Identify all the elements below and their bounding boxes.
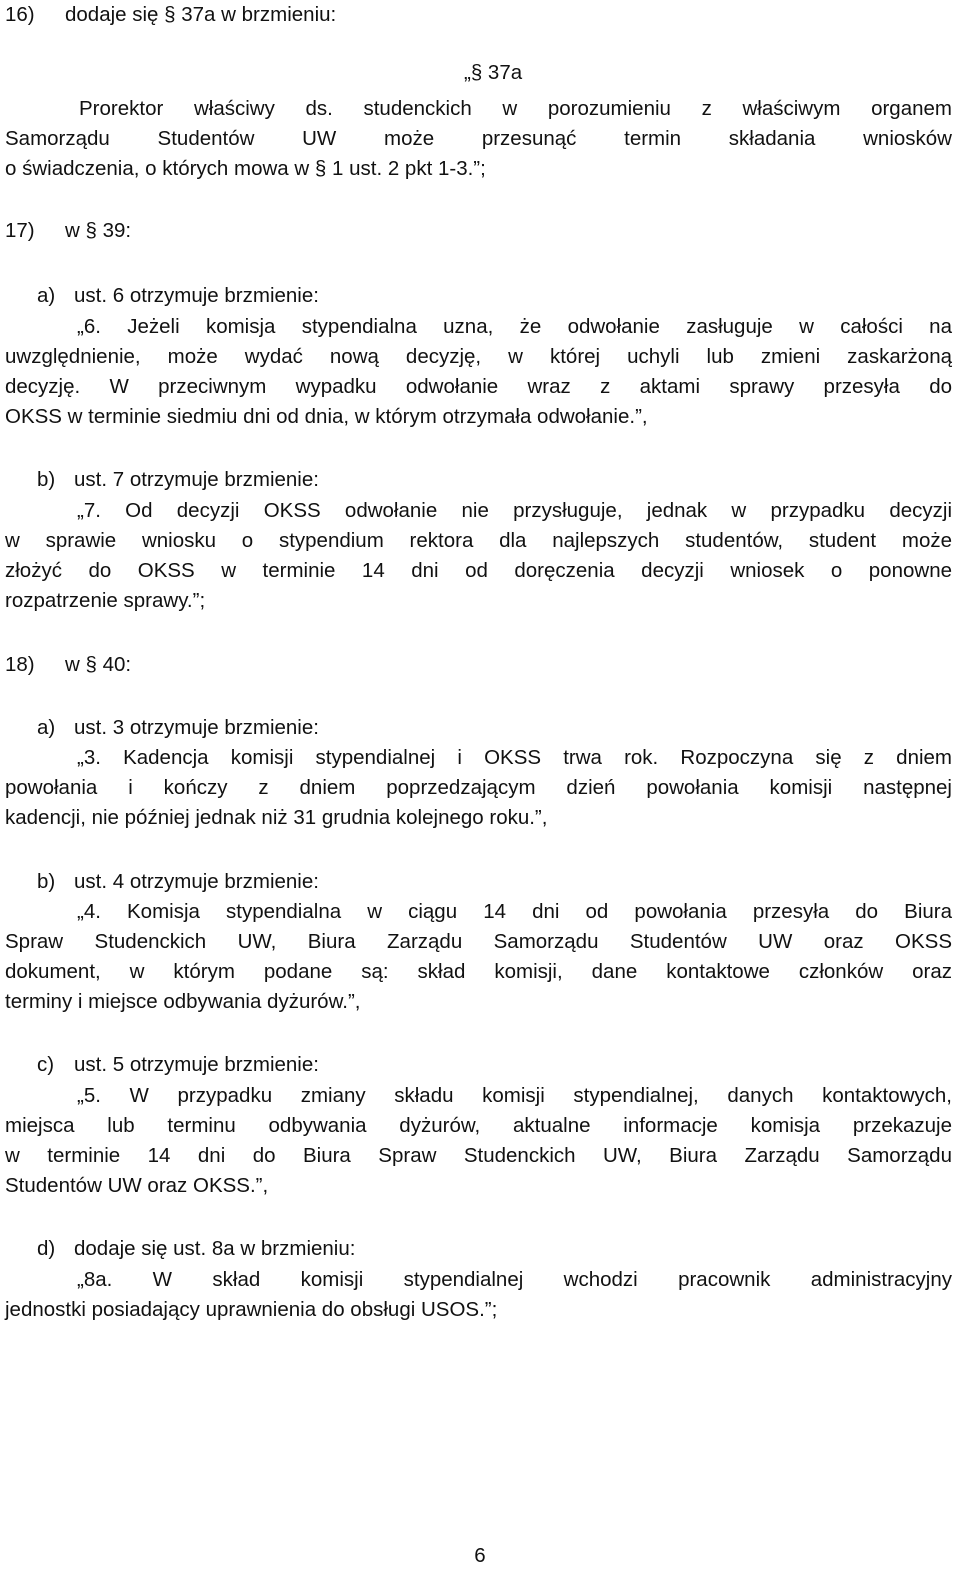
paragraph-line: „7. Od decyzji OKSS odwołanie nie przysługuje, jednak w przypadku decyzji xyxy=(77,499,952,522)
page-number: 6 xyxy=(474,1544,486,1567)
subitem-text: ust. 7 otrzymuje brzmienie: xyxy=(74,468,319,491)
paragraph-line: miejsca lub terminu odbywania dyżurów, aktualne informacje komisja przekazuje xyxy=(5,1114,952,1137)
subitem-letter: a) xyxy=(37,284,56,307)
paragraph-line: „3. Kadencja komisji stypendialnej i OKSS trwa rok. Rozpoczyna się z dniem xyxy=(77,746,952,769)
item-text: dodaje się § 37a w brzmieniu: xyxy=(65,3,337,26)
subitem-18c xyxy=(37,1050,319,1080)
paragraph-line: o świadczenia, o których mowa w § 1 ust. 2 pkt 1-3.”; xyxy=(5,157,486,180)
item-18-header xyxy=(5,650,131,680)
paragraph-line: „4. Komisja stypendialna w ciągu 14 dni od powołania przesyła do Biura xyxy=(77,900,952,923)
paragraph-heading: „§ 37a xyxy=(464,61,523,84)
paragraph-line: Prorektor właściwy ds. studenckich w porozumieniu z właściwym organem xyxy=(79,97,952,120)
paragraph-line: terminy i miejsce odbywania dyżurów.”, xyxy=(5,990,361,1013)
paragraph-line: dokument, w którym podane są: skład komisji, dane kontaktowe członków oraz xyxy=(5,960,952,983)
subitem-17b xyxy=(37,465,319,495)
subitem-letter: c) xyxy=(37,1053,55,1076)
paragraph-line: Studentów UW oraz OKSS.”, xyxy=(5,1174,269,1197)
paragraph-line: „8a. W skład komisji stypendialnej wchodzi pracownik administracyjny xyxy=(77,1268,952,1291)
subitem-letter: b) xyxy=(37,468,56,491)
subitem-text: ust. 4 otrzymuje brzmienie: xyxy=(74,870,319,893)
item-number: 16) xyxy=(5,3,35,26)
subitem-17a xyxy=(37,281,319,311)
item-number: 18) xyxy=(5,653,35,676)
subitem-letter: a) xyxy=(37,716,56,739)
paragraph-line: OKSS w terminie siedmiu dni od dnia, w którym otrzymała odwołanie.”, xyxy=(5,405,648,428)
paragraph-line: powołania i kończy z dniem poprzedzającym dzień powołania komisji następnej xyxy=(5,776,952,799)
paragraph-line: „5. W przypadku zmiany składu komisji stypendialnej, danych kontaktowych, xyxy=(77,1084,952,1107)
subitem-18d xyxy=(37,1234,355,1264)
item-text: w § 40: xyxy=(65,653,132,676)
item-number: 17) xyxy=(5,219,35,242)
paragraph-line: decyzję. W przeciwnym wypadku odwołanie wraz z aktami sprawy przesyła do xyxy=(5,375,952,398)
paragraph-line: złożyć do OKSS w terminie 14 dni od doręczenia decyzji wniosek o ponowne xyxy=(5,559,952,582)
subitem-18b xyxy=(37,867,319,897)
paragraph-line: kadencji, nie później jednak niż 31 grudnia kolejnego roku.”, xyxy=(5,806,548,829)
paragraph-line: uwzględnienie, może wydać nową decyzję, w której uchyli lub zmieni zaskarżoną xyxy=(5,345,952,368)
paragraph-line: „6. Jeżeli komisja stypendialna uzna, że odwołanie zasługuje w całości na xyxy=(77,315,952,338)
subitem-text: ust. 6 otrzymuje brzmienie: xyxy=(74,284,319,307)
item-16-header xyxy=(5,0,336,30)
subitem-text: dodaje się ust. 8a w brzmieniu: xyxy=(74,1237,356,1260)
item-text: w § 39: xyxy=(65,219,132,242)
subitem-letter: d) xyxy=(37,1237,56,1260)
paragraph-line: jednostki posiadający uprawnienia do obsługi USOS.”; xyxy=(5,1298,498,1321)
subitem-letter: b) xyxy=(37,870,56,893)
item-17-header xyxy=(5,216,131,246)
paragraph-line: w sprawie wniosku o stypendium rektora dla najlepszych studentów, student może xyxy=(5,529,952,552)
subitem-text: ust. 5 otrzymuje brzmienie: xyxy=(74,1053,319,1076)
paragraph-line: w terminie 14 dni do Biura Spraw Studenckich UW, Biura Zarządu Samorządu xyxy=(5,1144,952,1167)
paragraph-line: rozpatrzenie sprawy.”; xyxy=(5,589,206,612)
paragraph-line: Spraw Studenckich UW, Biura Zarządu Samorządu Studentów UW oraz OKSS xyxy=(5,930,952,953)
subitem-18a xyxy=(37,713,319,743)
subitem-text: ust. 3 otrzymuje brzmienie: xyxy=(74,716,319,739)
paragraph-line: Samorządu Studentów UW może przesunąć termin składania wniosków xyxy=(5,127,952,150)
